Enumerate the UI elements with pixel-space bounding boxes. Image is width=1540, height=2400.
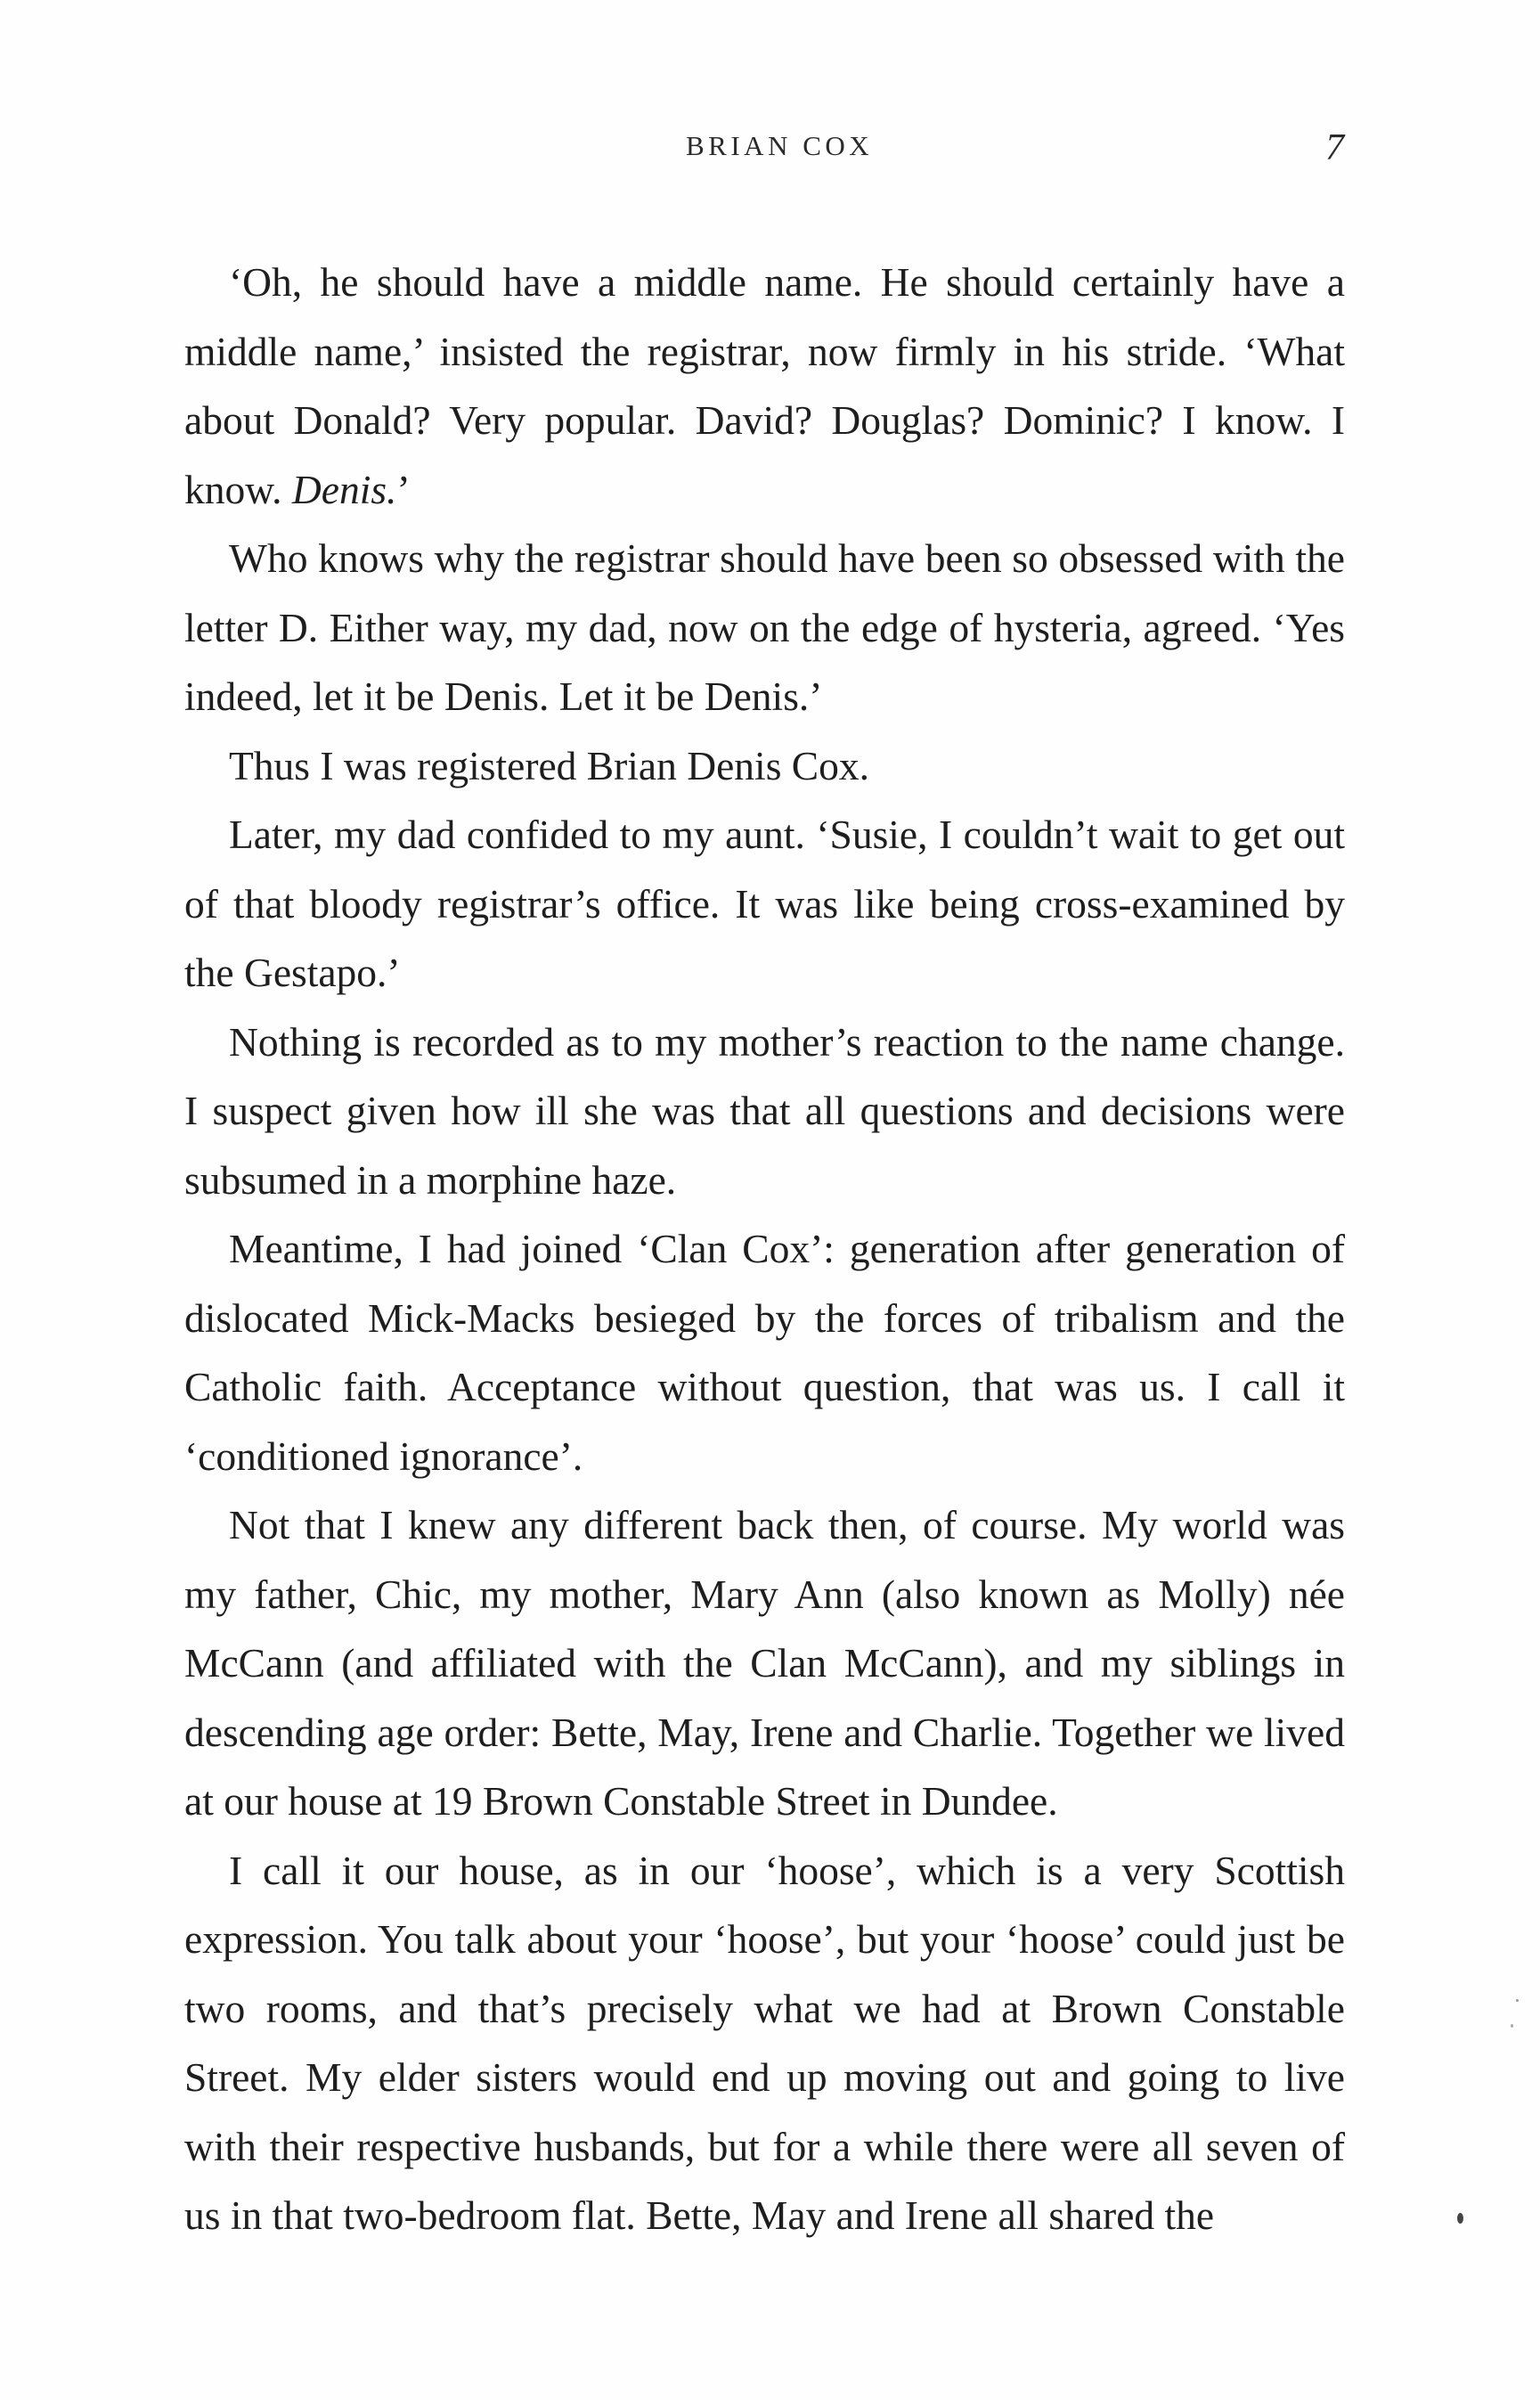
paragraph: ‘Oh, he should have a middle name. He should certainly have a middle name,’ insisted the registrar, now firmly in his stride. ‘What about Donald? Very popular. David? Douglas? Dominic? I know. I know. Denis.’ bbox=[184, 259, 1345, 512]
author-name: BRIAN COX bbox=[686, 130, 874, 161]
page-number: 7 bbox=[1325, 127, 1344, 168]
paragraph: Who knows why the registrar should have been so obsessed with the letter D. Either way, my dad, now on the edge of hysteria, agreed. ‘Yes indeed, let it be Denis. Let it be Denis.’ bbox=[184, 535, 1345, 719]
paragraph: Not that I knew any different back then, of course. My world was my father, Chic, my mother, Mary Ann (also known as Molly) née McCann (and affiliated with the Clan McCann), and my siblings in descending age order: Bette, May, Irene and Charlie. Together we lived at our house at 19 Brown Constable Street in Dundee. bbox=[184, 1502, 1345, 1824]
paragraph: Meantime, I had joined ‘Clan Cox’: generation after generation of dislocated Mick-Macks besieged by the forces of tribalism and the Catholic faith. Acceptance without question, that was us. I call it ‘conditioned ignorance’. bbox=[184, 1226, 1345, 1479]
paragraph: Thus I was registered Brian Denis Cox. bbox=[229, 742, 870, 788]
scan-speck bbox=[1457, 2213, 1463, 2224]
scan-speck bbox=[1516, 1999, 1519, 2002]
scan-speck bbox=[1511, 2024, 1513, 2028]
running-header bbox=[0, 127, 1540, 168]
body-text bbox=[184, 248, 1345, 2250]
paragraph: Nothing is recorded as to my mother’s reaction to the name change. I suspect given how ill she was that all questions and decisions were subsumed in a morphine haze. bbox=[184, 1018, 1345, 1203]
paragraph: I call it our house, as in our ‘hoose’, which is a very Scottish expression. You talk about your ‘hoose’, but your ‘hoose’ could just be two rooms, and that’s precisely what we had at Brown Constable Street. My elder sisters would end up moving out and going to live with their respective husbands, but for a while there were all seven of us in that two-bedroom flat. Bette, May and Irene all shared the bbox=[184, 1847, 1345, 2238]
paragraph: Later, my dad confided to my aunt. ‘Susie, I couldn’t wait to get out of that bloody registrar’s office. It was like being cross-examined by the Gestapo.’ bbox=[184, 812, 1345, 995]
